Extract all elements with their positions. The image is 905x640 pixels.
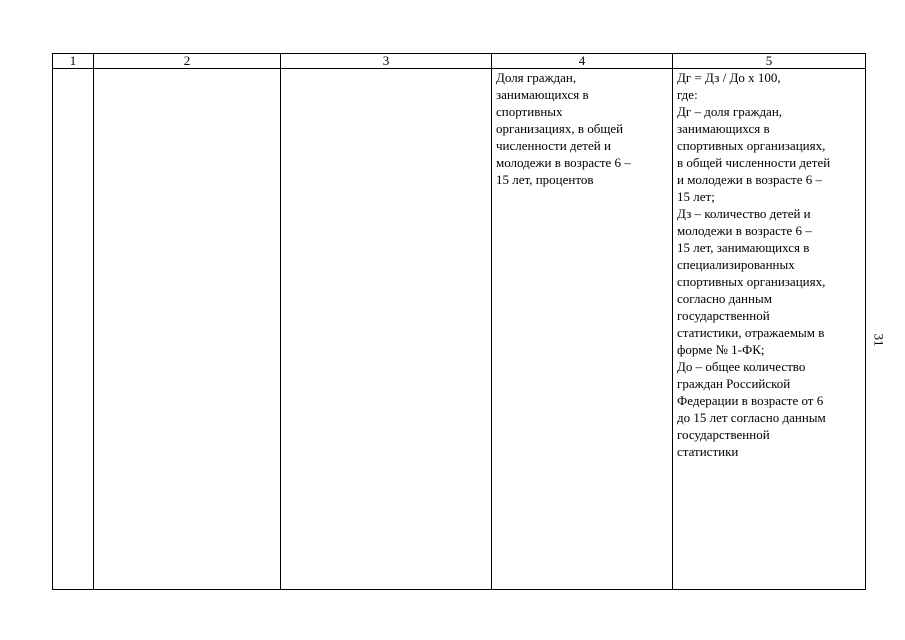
table-header-row [53,54,866,69]
cell-col2 [94,69,281,590]
cell-indicator-name [492,69,673,590]
indicator-name-text: Доля граждан, занимающихся в спортивных организациях, в общей численности детей и молодежи в возрасте 6 – 15 лет, процентов [496,70,631,187]
cell-formula [673,69,866,590]
page-number: 31 [871,333,887,347]
column-header-5: 5 [673,54,866,69]
column-header-2: 2 [94,54,281,69]
table-row [53,69,866,590]
column-header-3: 3 [281,54,492,69]
cell-col1 [53,69,94,590]
data-table [52,53,866,590]
column-header-4: 4 [492,54,673,69]
formula-text: Дг = Дз / До х 100, где: Дг – доля граждан, занимающихся в спортивных организациях, в общей численности детей и молодежи в возрасте 6 – 15 лет; Дз – количество детей и молодежи в возрасте 6 – 15 лет, занимающихся в специализированных спортивных организациях, согласно данным государственной статистики, отражаемым в форме № 1-ФК; До – общее количество граждан Российской Федерации в возрасте от 6 до 15 лет согласно данным государственной статистики [677,70,831,459]
cell-col3 [281,69,492,590]
column-header-1: 1 [53,54,94,69]
